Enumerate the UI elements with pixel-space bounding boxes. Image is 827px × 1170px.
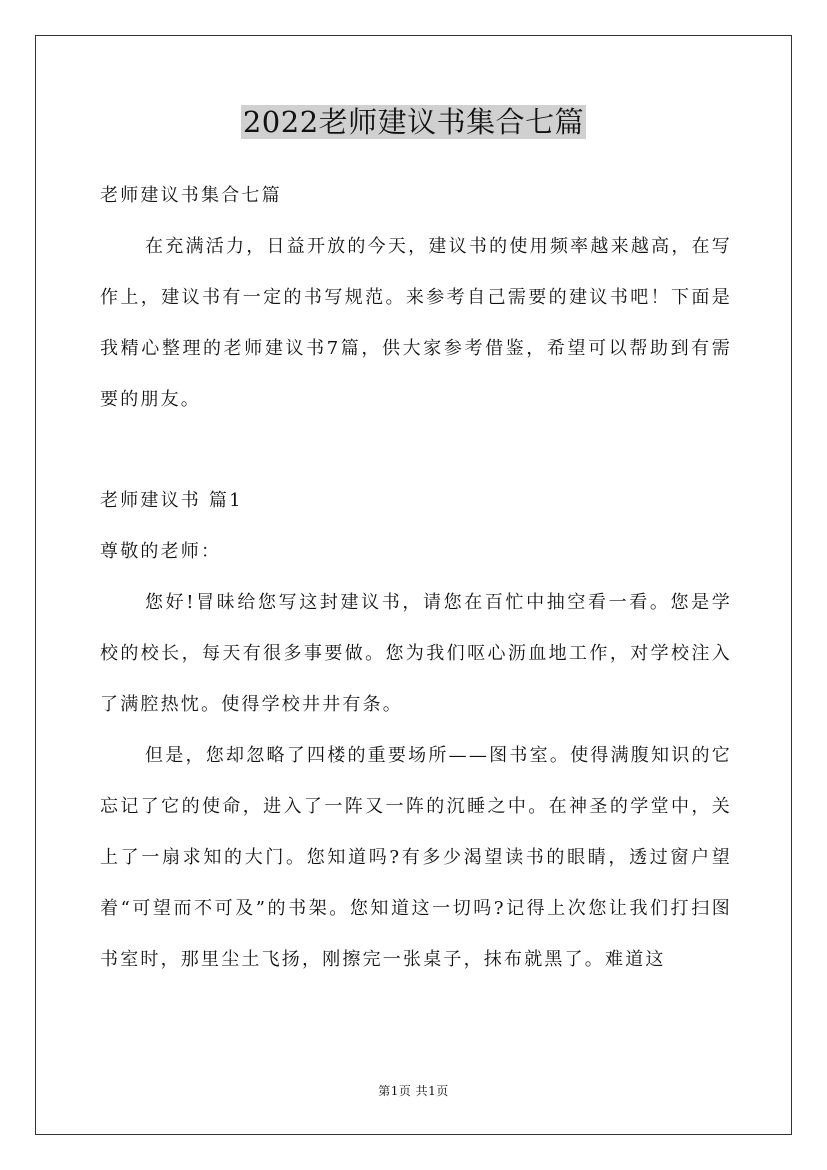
intro-paragraph: 在充满活力，日益开放的今天，建议书的使用频率越来越高，在写作上，建议书有一定的书写规范。来参考自己需要的建议书吧！下面是我精心整理的老师建议书7篇，供大家参考借鉴，希望可以帮助到有需要的朋友。 — [100, 236, 732, 410]
salutation: 尊敬的老师： — [100, 541, 222, 562]
body-paragraph: 但是，您却忽略了四楼的重要场所——图书室。使得满腹知识的它忘记了它的使命，进入了一阵又一阵的沉睡之中。在神圣的学堂中，关上了一扇求知的大门。您知道吗?有多少渴望读书的眼睛，透过窗户望着“可望而不可及”的书架。您知道这一切吗?记得上次您让我们打扫图书室时，那里尘土飞扬，刚擦完一张桌子，抹布就黑了。难道这 — [100, 745, 732, 970]
section-spacer — [100, 425, 732, 475]
document-title: 2022老师建议书集合七篇 — [242, 105, 585, 139]
document-title-container — [0, 102, 827, 142]
body-paragraph: 您好!冒昧给您写这封建议书，请您在百忙中抽空看一看。您是学校的校长，每天有很多事要做。您为我们呕心沥血地工作，对学校注入了满腔热忱。使得学校井井有条。 — [100, 592, 732, 715]
section-heading: 老师建议书 篇1 — [100, 490, 243, 511]
page-footer: 第1页 共1页 — [378, 1084, 449, 1098]
document-subtitle: 老师建议书集合七篇 — [100, 185, 282, 206]
document-body — [100, 170, 732, 985]
